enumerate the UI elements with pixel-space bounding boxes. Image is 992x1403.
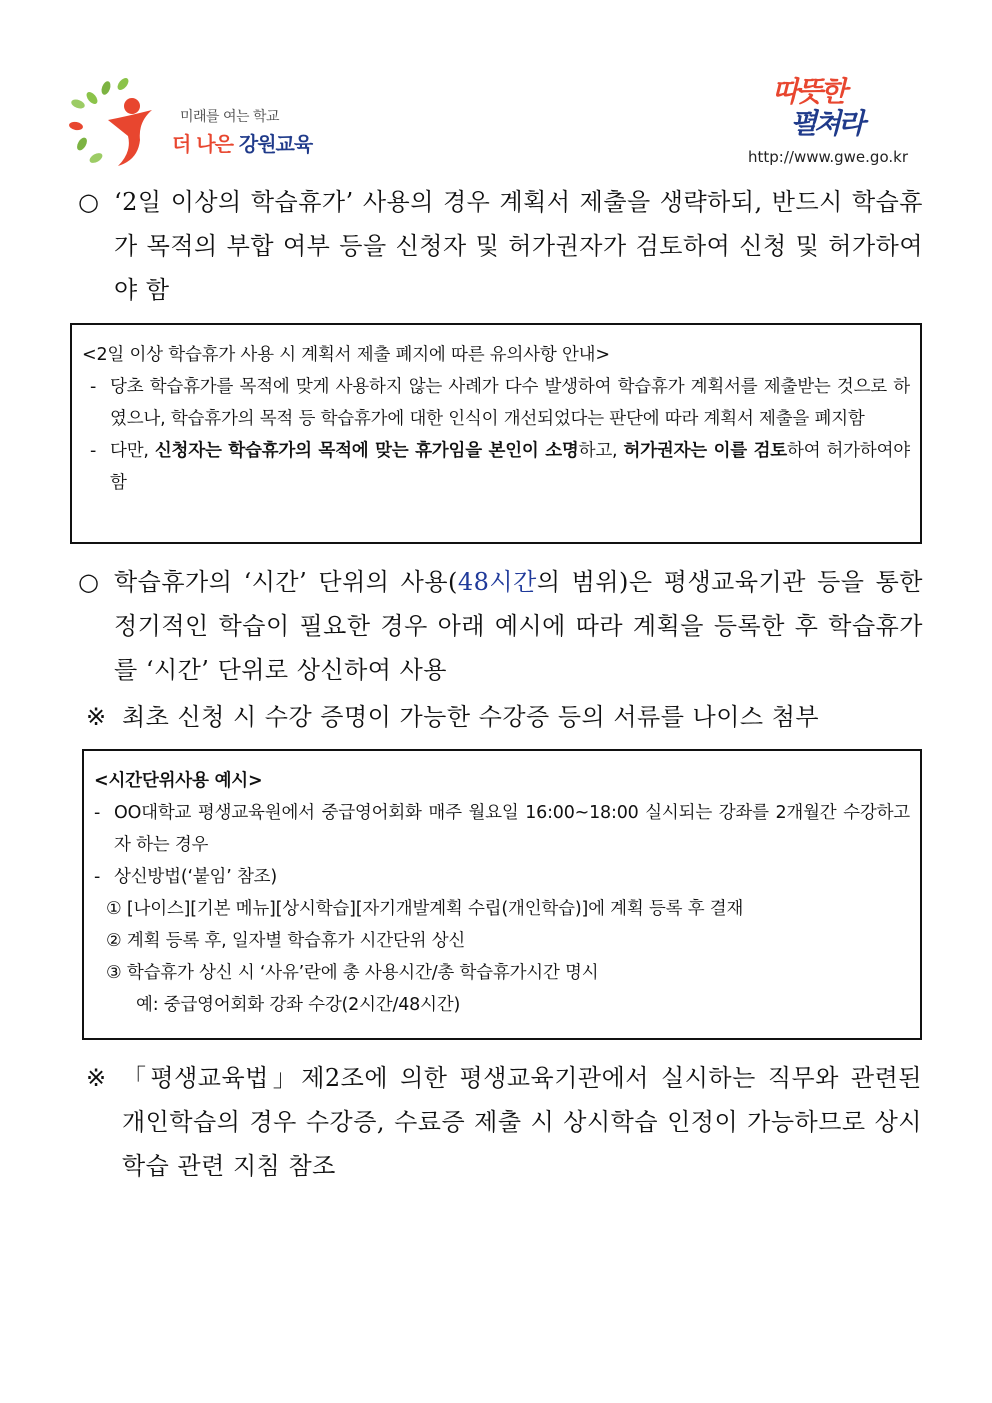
- note-text: 「평생교육법」제2조에 의한 평생교육기관에서 실시하는 직무와 관련된 개인학습의 경우 수강증, 수료증 제출 시 상시학습 인정이 가능하므로 상시학습 관련 지침 참조: [122, 1064, 922, 1180]
- step-number: ②: [106, 931, 122, 951]
- slogan-line1: 따뜻한: [772, 75, 845, 108]
- step-number: ①: [106, 899, 122, 919]
- step-item: [94, 957, 910, 989]
- example-item: [94, 861, 910, 893]
- note-attachment: [86, 695, 916, 739]
- step-item: [94, 925, 910, 957]
- slogan-line2: 펼쳐라: [790, 107, 863, 140]
- example-item: [94, 797, 910, 861]
- example-line: 예: 중급영어회화 강좌 수강(2시간/48시간): [136, 995, 461, 1015]
- dash-marker: -: [94, 867, 101, 887]
- slogan-logo: [760, 70, 920, 150]
- dash-marker: -: [90, 377, 97, 397]
- website-url: http://www.gwe.go.kr: [748, 148, 908, 166]
- notice-box: [70, 323, 922, 544]
- notice-item-text: 당초 학습휴가를 목적에 맞게 사용하지 않는 사례가 다수 발생하여 학습휴가 계획서를 제출받는 것으로 하였으나, 학습휴가의 목적 등 학습휴가에 대한 인식이 개선되었다는 판단에 따라 계획서 제출을 폐지함: [110, 377, 910, 429]
- example-item-text: 상신방법(‘붙임’ 참조): [114, 867, 277, 887]
- step-item: [94, 893, 910, 925]
- paragraph-text: 학습휴가의 ‘시간’ 단위의 사용(48시간의 범위)은 평생교육기관 등을 통한 정기적인 학습이 필요한 경우 아래 예시에 따라 계획을 등록한 후 학습휴가를 ‘시간’ 단위로 상신하여 사용: [114, 568, 923, 684]
- note-mark: ※: [86, 1064, 107, 1092]
- logo-org-name: 더 나은 강원교육: [172, 132, 313, 156]
- notice-item-text: 다만, 신청자는 학습휴가의 목적에 맞는 휴가임을 본인이 소명하고, 허가권자는 이를 검토하여 허가하여야 함: [110, 441, 910, 493]
- step-number: ③: [106, 963, 122, 983]
- note-mark: ※: [86, 703, 107, 731]
- dash-marker: -: [94, 803, 101, 823]
- dash-marker: -: [90, 441, 97, 461]
- notice-item: [82, 435, 910, 499]
- step-text: [나이스][기본 메뉴][상시학습][자기개발계획 수립(개인학습)]에 계획 등록 후 결재: [126, 899, 744, 919]
- notice-item: [82, 371, 910, 435]
- notice-box-title: <2일 이상 학습휴가 사용 시 계획서 제출 폐지에 따른 유의사항 안내>: [82, 345, 610, 365]
- bullet-circle: ○: [78, 188, 100, 216]
- step-text: 학습휴가 상신 시 ‘사유’란에 총 사용시간/총 학습휴가시간 명시: [126, 963, 599, 983]
- note-text: 최초 신청 시 수강 증명이 가능한 수강증 등의 서류를 나이스 첨부: [122, 703, 820, 731]
- step-text: 계획 등록 후, 일자별 학습휴가 시간단위 상신: [126, 931, 466, 951]
- paragraph-learning-leave-plan: [78, 180, 923, 312]
- bullet-circle: ○: [78, 568, 100, 596]
- page-header: [0, 0, 992, 185]
- gangwon-education-logo: [68, 76, 318, 171]
- person-leaf-icon: [68, 76, 168, 171]
- example-item-text: OO대학교 평생교육원에서 중급영어회화 매주 월요일 16:00~18:00 실시되는 강좌를 2개월간 수강하고자 하는 경우: [114, 803, 910, 855]
- logo-tagline: 미래를 여는 학교: [180, 109, 280, 125]
- paragraph-text: ‘2일 이상의 학습휴가’ 사용의 경우 계획서 제출을 생략하되, 반드시 학습휴가 목적의 부합 여부 등을 신청자 및 허가권자가 검토하여 신청 및 허가하여야 함: [114, 188, 923, 304]
- example-box-title: <시간단위사용 예시>: [94, 771, 263, 791]
- paragraph-hourly-usage: [78, 560, 923, 692]
- example-box: [82, 749, 922, 1040]
- note-lifelong-education-act: [86, 1056, 922, 1188]
